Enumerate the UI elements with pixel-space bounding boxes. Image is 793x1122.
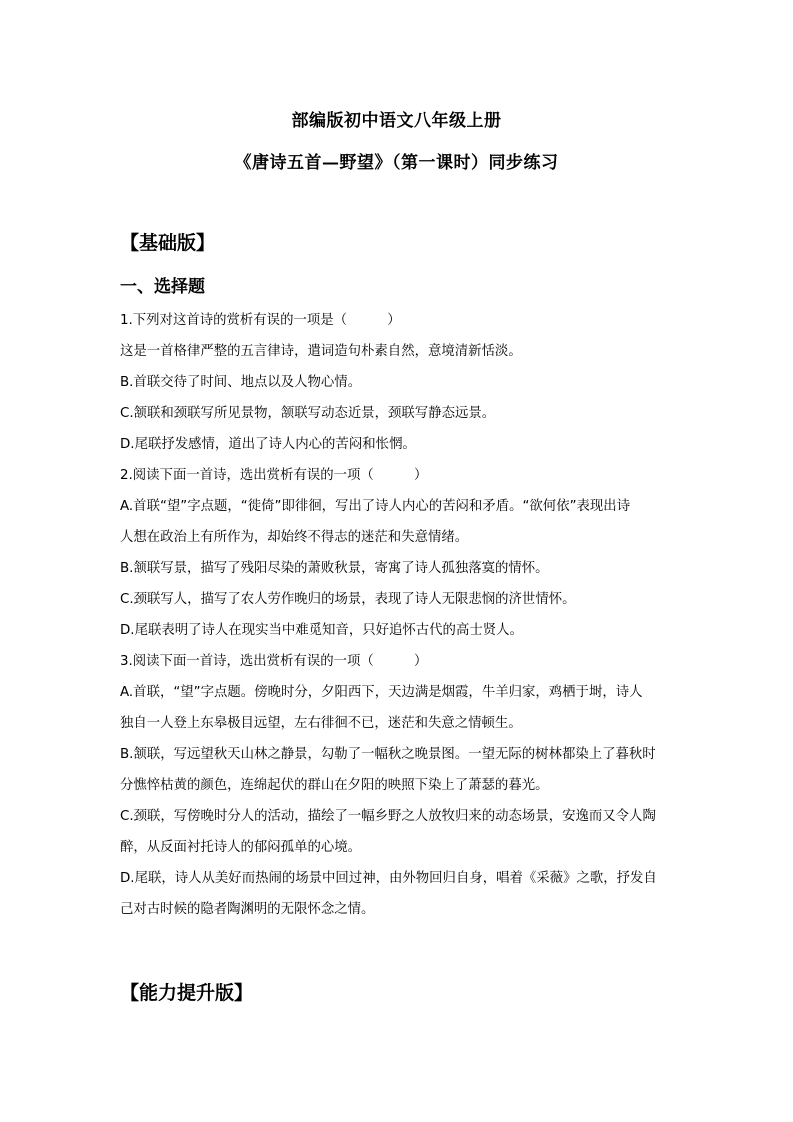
question-3-option-a-cont: 独自一人登上东皋极目远望，左右徘徊不已，迷茫和失意之情顿生。 (120, 716, 522, 731)
question-2-option-a: A.首联“望”字点题，“徙倚”即徘徊，写出了诗人内心的苦闷和矛盾。“欲何依”表现出诗 (120, 499, 631, 514)
question-content (120, 305, 680, 925)
section-heading-advanced: 【能力提升版】 (120, 982, 254, 1004)
question-2-option-a-cont: 人想在政治上有所作为，却始终不得志的迷茫和失意情绪。 (120, 530, 469, 545)
question-3-option-c: C.颈联，写傍晚时分人的活动，描绘了一幅乡野之人放牧归来的动态场景，安逸而又令人陶 (120, 809, 656, 824)
question-3-option-d: D.尾联，诗人从美好而热闹的场景中回过神，由外物回归自身，唱着《采薇》之歌，抒发自 (120, 871, 657, 886)
question-3-option-b: B.颔联，写远望秋天山林之静景，勾勒了一幅秋之晚景图。一望无际的树林都染上了暮秋时 (120, 747, 656, 762)
question-3-option-b-cont: 分憔悴枯黄的颜色，连绵起伏的群山在夕阳的映照下染上了萧瑟的暮光。 (120, 778, 549, 793)
question-1-option-a: 这是一首格律严整的五言律诗，遣词造句朴素自然，意境清新恬淡。 (120, 344, 522, 359)
question-2-option-d: D.尾联表明了诗人在现实当中难觅知音，只好追怀古代的高士贤人。 (120, 623, 523, 638)
page-title: 部编版初中语文八年级上册 (291, 111, 502, 131)
question-2-stem: 2.阅读下面一首诗，选出赏析有误的一项（ ） (120, 468, 428, 483)
question-3-option-a: A.首联，“望”字点题。傍晚时分，夕阳西下，天边满是烟霞，牛羊归家，鸡栖于埘，诗人 (120, 685, 643, 700)
question-2-option-c: C.颈联写人，描写了农人劳作晚归的场景，表现了诗人无限悲悯的济世情怀。 (120, 592, 576, 607)
question-3-option-d-cont: 己对古时候的隐者陶渊明的无限怀念之情。 (120, 902, 375, 917)
question-1-option-c: C.颔联和颈联写所见景物，颔联写动态近景，颈联写静态远景。 (120, 406, 496, 421)
question-1-option-b: B.首联交待了时间、地点以及人物心情。 (120, 375, 362, 390)
question-1-stem: 1.下列对这首诗的赏析有误的一项是（ ） (120, 313, 401, 328)
page-subtitle: 《唐诗五首—野望》（第一课时）同步练习 (234, 153, 559, 173)
question-1-option-d: D.尾联抒发感情，道出了诗人内心的苦闷和怅惘。 (120, 437, 416, 452)
question-3-option-c-cont: 醉，从反面衬托诗人的郁闷孤单的心境。 (120, 840, 362, 855)
question-2-option-b: B.颔联写景，描写了残阳尽染的萧败秋景，寄寓了诗人孤独落寞的情怀。 (120, 561, 549, 576)
question-3-stem: 3.阅读下面一首诗，选出赏析有误的一项（ ） (120, 654, 428, 669)
section-heading-basic: 【基础版】 (120, 232, 216, 254)
section-heading-multiple-choice: 一、选择题 (120, 277, 205, 297)
